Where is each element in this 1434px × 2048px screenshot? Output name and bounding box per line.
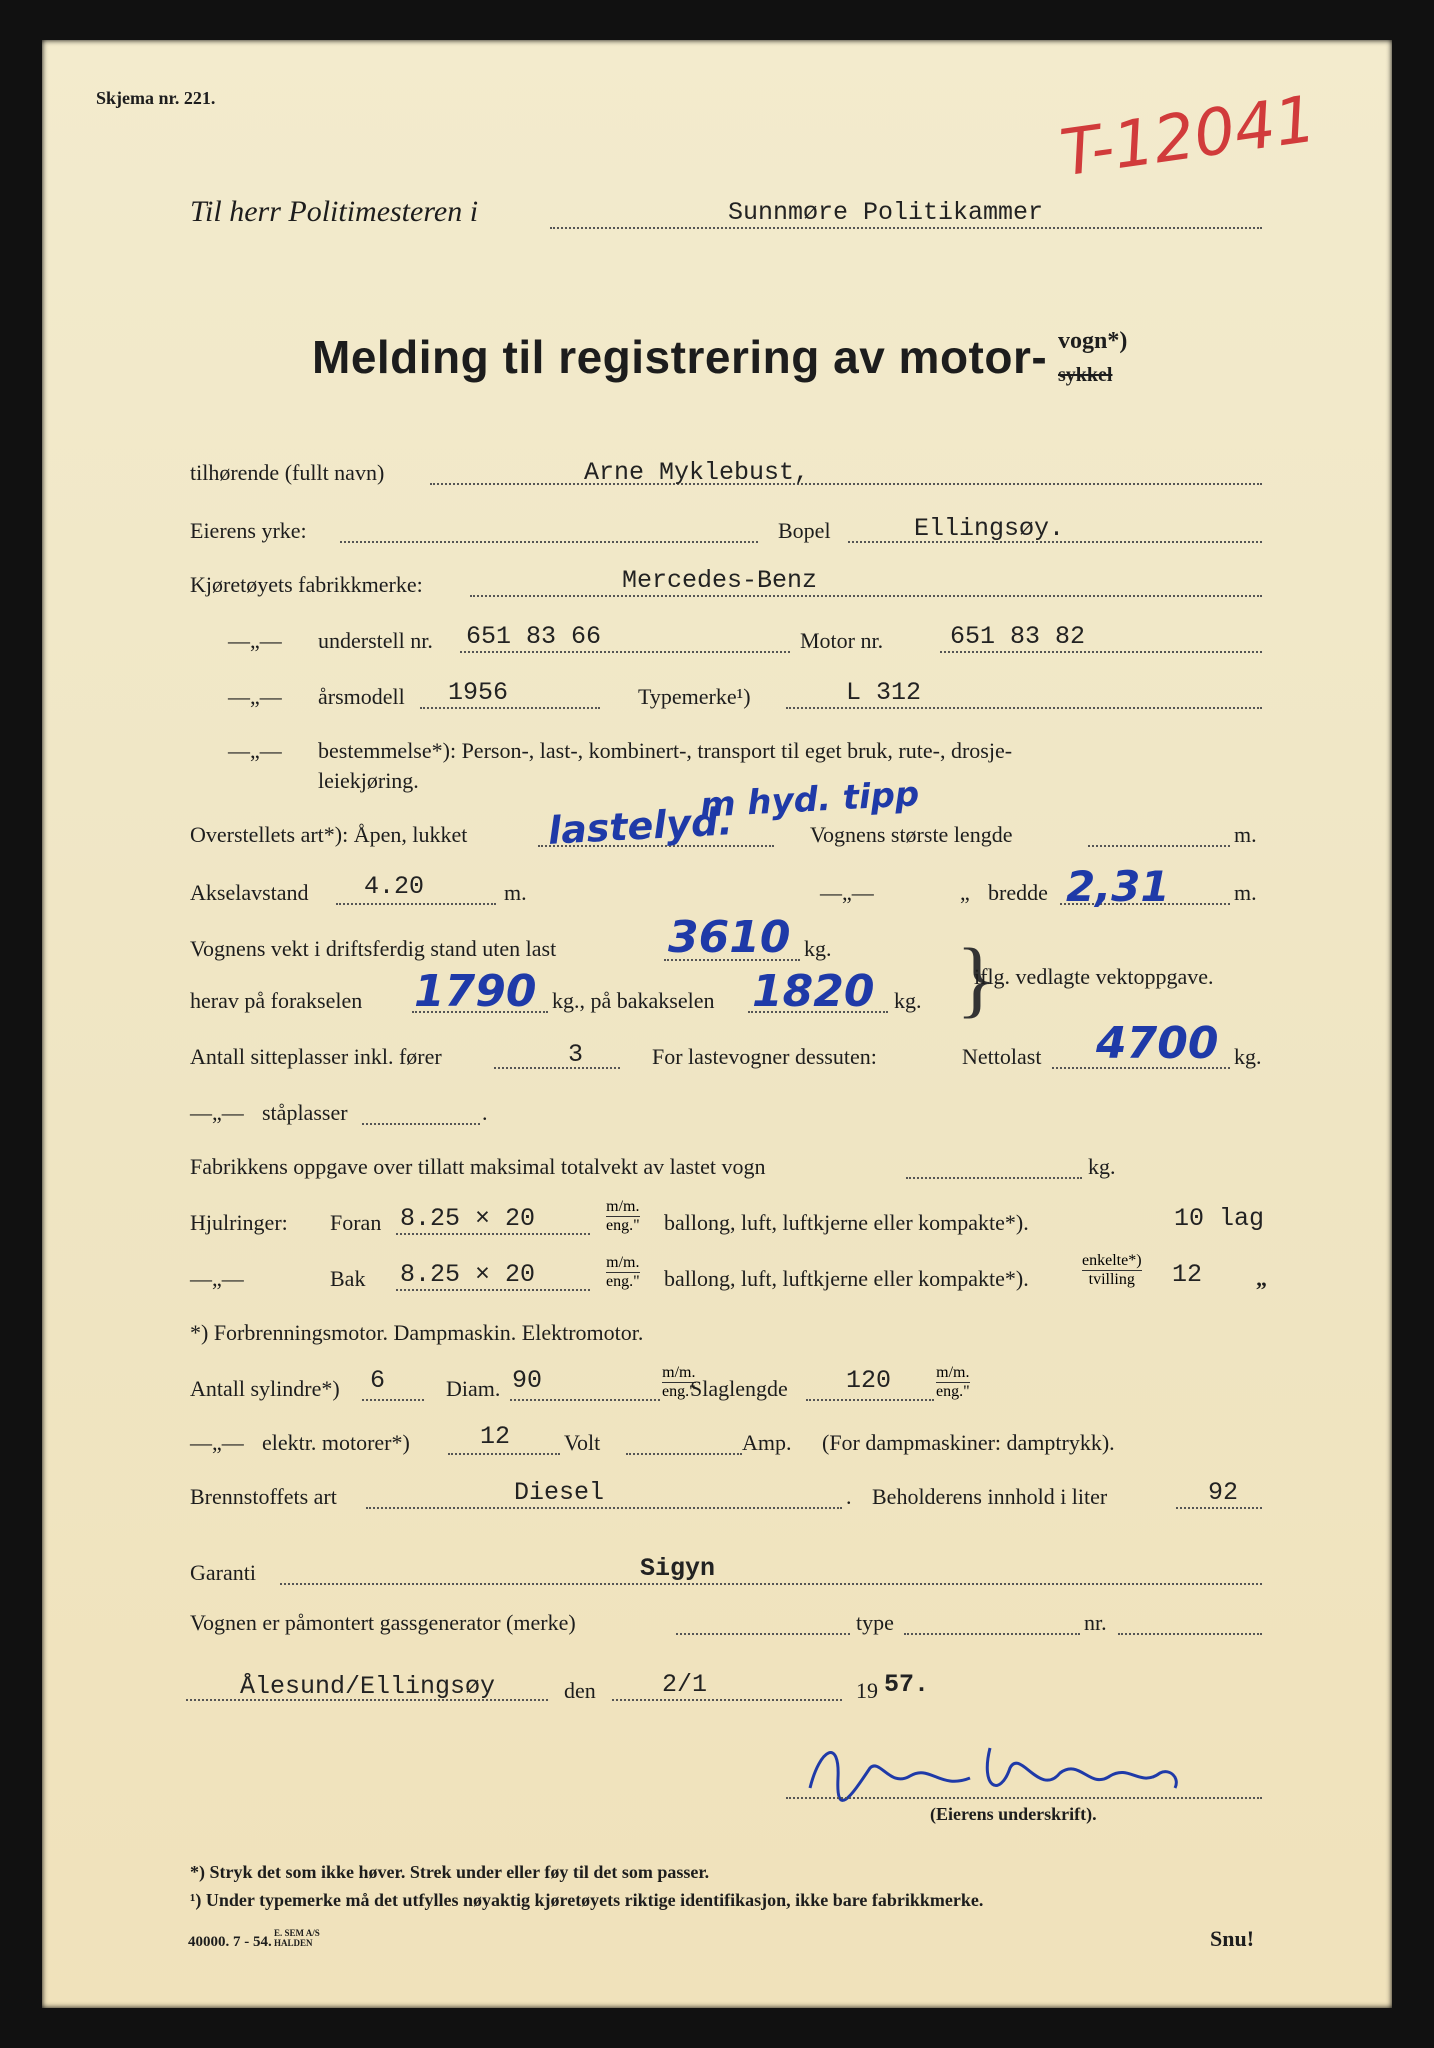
gas-type-label: type [856,1610,894,1635]
registration-stamp: T-12041 [1056,82,1321,192]
gas-generator-line [676,1633,850,1635]
weight-note: iflg. vedlagte vektoppgave. [974,964,1214,989]
engine-value[interactable]: 651 83 82 [950,622,1086,651]
standing-label: ståplasser [262,1100,348,1125]
electric-label: elektr. motorer*) [262,1430,410,1455]
engine-line [940,651,1262,653]
netload-handwritten[interactable]: 4700 [1096,1018,1219,1069]
engine-label: Motor nr. [800,628,884,653]
maxweight-unit: kg. [1088,1154,1116,1179]
year-line [420,707,600,709]
diameter-label: Diam. [446,1376,501,1401]
single-twin-fraction: enkelte*) tvilling [1082,1252,1142,1288]
front-wheels-line [396,1233,590,1235]
make-value[interactable]: Mercedes-Benz [622,566,818,595]
fuel-line [366,1507,842,1509]
ditto-standing: —„— [190,1100,244,1125]
rear-axle-unit: kg. [894,988,922,1013]
footnote-2: ¹) Under typemerke må det utfylles nøyaktig kjøretøyets riktige identifikasjon, ikke bare fabrikkmerke. [190,1890,984,1910]
rear-layers-ditto: „ [1256,1266,1267,1291]
recipient-label: Til herr Politimesteren i [190,195,479,228]
warranty-label: Garanti [190,1560,256,1585]
wheels-label: Hjulringer: [190,1210,288,1235]
cargo-label: For lastevogner dessuten: [652,1044,877,1069]
date-label: den [564,1678,596,1703]
form-number: Skjema nr. 221. [96,88,216,108]
front-axle-handwritten[interactable]: 1790 [414,966,537,1017]
cylinders-line [362,1399,424,1401]
type-line [786,707,1262,709]
electric-value[interactable]: 12 [480,1422,511,1451]
maxweight-label: Fabrikkens oppgave over tillatt maksimal totalvekt av lastet vogn [190,1154,766,1179]
front-tyre-type: ballong, luft, luftkjerne eller kompakte*). [664,1210,1029,1235]
owner-value[interactable]: Arne Myklebust, [584,458,810,487]
stroke-label: Slaglengde [690,1376,788,1401]
rear-wheels-line [396,1289,590,1291]
purpose-handwritten[interactable]: m hyd. tipp [699,774,921,826]
length-line [1088,845,1230,847]
ditto-mark: „ [960,880,970,905]
length-unit: m. [1234,822,1257,847]
tank-line [1176,1507,1262,1509]
residence-label: Bopel [778,518,831,543]
ditto-chassis: —„— [228,628,282,653]
turn-over-note: Snu! [1210,1926,1255,1951]
rear-wheels-value[interactable]: 8.25 × 20 [400,1260,536,1289]
year-value[interactable]: 1956 [448,678,509,707]
netload-unit: kg. [1234,1044,1262,1069]
standing-period: . [482,1100,488,1125]
make-line [470,595,1262,597]
front-axle-label: herav på forakselen [190,988,363,1013]
place-value[interactable]: Ålesund/Ellingsøy [240,1672,496,1701]
axle-line [336,903,496,905]
date-value[interactable]: 2/1 [662,1670,708,1699]
occupation-label: Eierens yrke: [190,518,307,543]
seats-label: Antall sitteplasser inkl. fører [190,1044,442,1069]
recipient-line [550,227,1262,229]
weight-handwritten[interactable]: 3610 [668,912,791,963]
gas-nr-label: nr. [1084,1610,1107,1635]
ditto-rear-wheels: —„— [190,1266,244,1291]
occupation-line [340,541,758,543]
rear-tyre-type: ballong, luft, luftkjerne eller kompakte*). [664,1266,1029,1291]
width-handwritten[interactable]: 2,31 [1066,862,1170,911]
axle-value[interactable]: 4.20 [364,872,425,901]
ditto-year: —„— [228,684,282,709]
volt-label: Volt [564,1430,601,1455]
date-line [612,1699,842,1701]
front-layers-value[interactable]: 10 lag [1174,1204,1265,1233]
warranty-line [280,1583,1262,1585]
body-handwritten[interactable]: lastelyd. [546,799,734,853]
ditto-width: —„— [820,880,874,905]
axle-label: Akselavstand [190,880,309,905]
page-title: Melding til registrering av motor- [312,331,1048,383]
amp-label: Amp. [742,1430,792,1455]
printer-name: E. SEM A/S HALDEN [274,1928,320,1948]
weight-label: Vognens vekt i driftsferdig stand uten last [190,936,557,961]
year-suffix[interactable]: 57. [884,1670,930,1699]
year-label: årsmodell [318,684,405,709]
tank-label: Beholderens innhold i liter [872,1484,1108,1509]
chassis-label: understell nr. [318,628,433,653]
electric-line [448,1453,560,1455]
engine-type-options: *) Forbrenningsmotor. Dampmaskin. Elektromotor. [190,1320,644,1345]
purpose-label: bestemmelse*): Person-, last-, kombinert-, transport til eget bruk, rute-, drosje- [318,738,1013,763]
stroke-value[interactable]: 120 [846,1366,892,1395]
purpose-line2: leiekjøring. [318,768,419,793]
chassis-line [460,651,790,653]
brace: } [956,930,998,1026]
title-suffix-sykkel: sykkel [1058,364,1113,386]
printer-code: 40000. 7 - 54. [188,1934,272,1950]
netload-label: Nettolast [962,1044,1042,1069]
front-wheels-label: Foran [330,1210,382,1235]
fuel-value[interactable]: Diesel [514,1478,605,1507]
seats-line [494,1067,620,1069]
front-unit-fraction: m/m. eng." [606,1198,640,1234]
warranty-value[interactable]: Sigyn [640,1554,716,1583]
rear-wheels-label: Bak [330,1266,366,1291]
axle-unit: m. [504,880,527,905]
gas-nr-line [1118,1633,1262,1635]
stroke-line [806,1399,934,1401]
weight-unit: kg. [804,936,832,961]
chassis-value[interactable]: 651 83 66 [466,622,602,651]
gas-generator-label: Vognen er påmontert gassgenerator (merke) [190,1610,576,1635]
cylinders-value[interactable]: 6 [370,1366,386,1395]
standing-line [362,1123,480,1125]
ditto-electric: —„— [190,1430,244,1455]
residence-value[interactable]: Ellingsøy. [914,514,1065,543]
tank-value[interactable]: 92 [1208,1478,1239,1507]
width-label: bredde [988,880,1048,905]
length-label: Vognens største lengde [810,822,1013,847]
signature-line [786,1797,1262,1799]
width-unit: m. [1234,880,1257,905]
signature-label: (Eierens underskrift). [930,1804,1097,1824]
year-prefix: 19 [856,1678,878,1703]
make-label: Kjøretøyets fabrikkmerke: [190,572,423,597]
rear-axle-handwritten[interactable]: 1820 [752,966,875,1017]
diameter-value[interactable]: 90 [512,1366,543,1395]
recipient-value[interactable]: Sunnmøre Politikammer [728,198,1044,227]
ditto-purpose: —„— [228,738,282,763]
fuel-period: . [846,1484,852,1509]
seats-value[interactable]: 3 [568,1040,584,1069]
rear-unit-fraction: m/m. eng." [606,1254,640,1290]
body-label: Overstellets art*): Åpen, lukket [190,822,468,847]
type-value[interactable]: L 312 [846,678,922,707]
volt-line [626,1453,742,1455]
owner-line [430,483,1262,485]
maxweight-line [906,1177,1082,1179]
rear-axle-label: kg., på bakakselen [552,988,715,1013]
steam-note: (For dampmaskiner: damptrykk). [822,1430,1115,1455]
stroke-unit-fraction: m/m. eng." [936,1364,970,1400]
rear-layers-value[interactable]: 12 [1172,1260,1203,1289]
footnote-1: *) Stryk det som ikke høver. Strek under eller føy til det som passer. [190,1862,710,1882]
type-label: Typemerke¹) [638,684,751,709]
title-suffix-vogn: vogn*) [1058,328,1128,354]
front-wheels-value[interactable]: 8.25 × 20 [400,1204,536,1233]
fuel-label: Brennstoffets art [190,1484,337,1509]
diameter-unit-fraction: m/m. eng." [662,1364,696,1400]
cylinders-label: Antall sylindre*) [190,1376,340,1401]
gas-type-line [904,1633,1080,1635]
diameter-line [510,1399,660,1401]
owner-label: tilhørende (fullt navn) [190,460,385,485]
